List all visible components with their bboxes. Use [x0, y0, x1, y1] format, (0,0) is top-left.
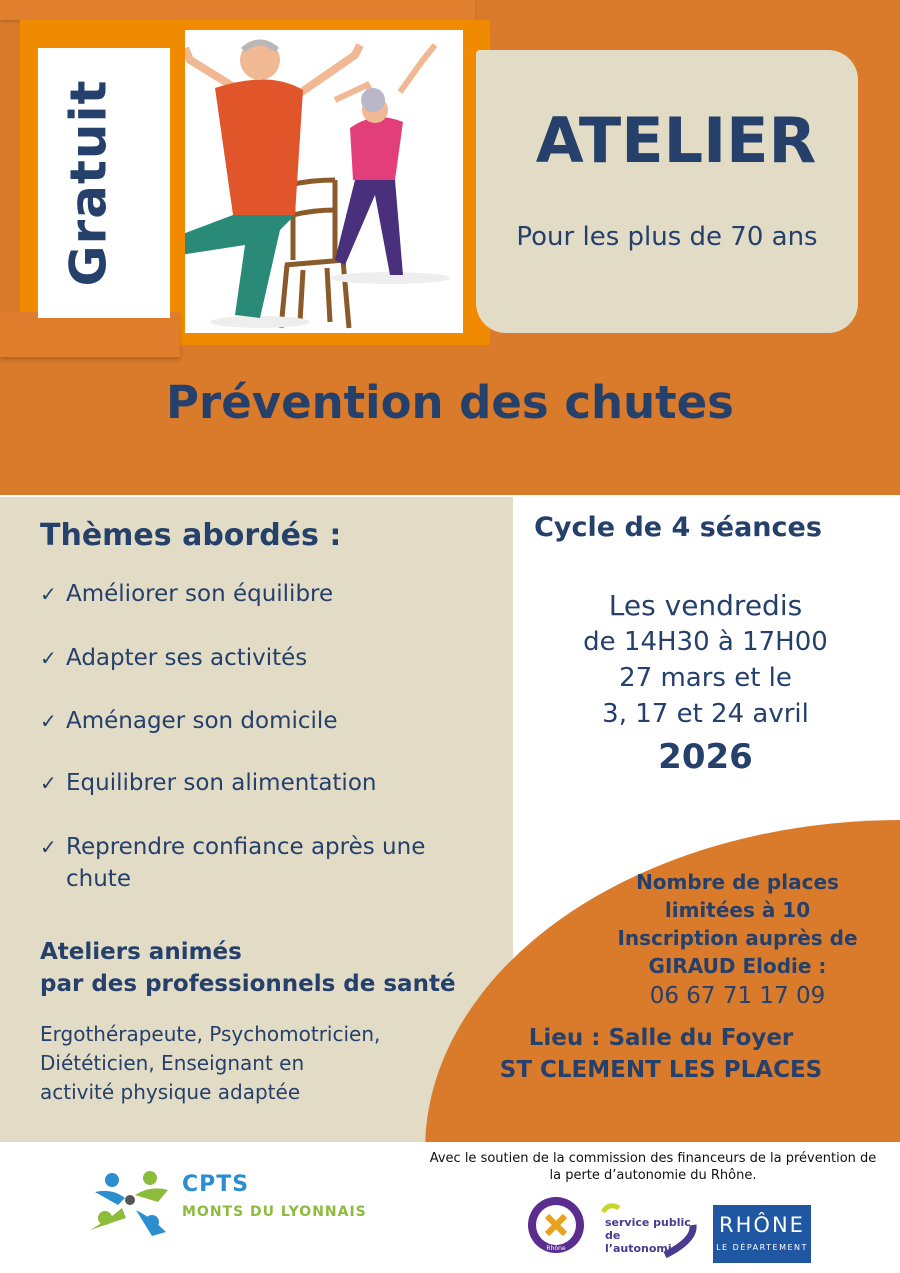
cpts-subtitle: MONTS DU LYONNAIS: [182, 1204, 367, 1220]
registration-info: Nombre de places limitées à 10 Inscription auprès de GIRAUD Elodie : 06 67 71 17 09: [600, 868, 875, 1012]
theme-item: ✓ Reprendre confiance après une chute: [40, 831, 480, 895]
commission-logo-label: Rhône: [546, 1245, 566, 1252]
service-public-autonomie-label: service public de l’autonomie: [605, 1216, 691, 1255]
rhone-department-logo: RHÔNE LE DÉPARTEMENT: [713, 1205, 811, 1263]
commission-logo-icon: [527, 1196, 585, 1254]
theme-item: ✓ Adapter ses activités: [40, 642, 480, 674]
title-box: [476, 50, 858, 333]
decorative-strip-top: [0, 0, 475, 20]
schedule-year: 2026: [658, 737, 753, 777]
check-icon: ✓: [40, 771, 57, 795]
theme-item: ✓ Equilibrer son alimentation: [40, 767, 480, 799]
check-icon: ✓: [40, 835, 57, 859]
theme-item: ✓ Améliorer son équilibre: [40, 578, 480, 610]
schedule-block: [533, 588, 878, 782]
decorative-strip-left: [0, 312, 180, 357]
cpts-name: CPTS: [182, 1172, 250, 1197]
facilitators-heading: Ateliers animés par des professionnels de santé: [40, 939, 456, 997]
themes-heading: Thèmes abordés :: [40, 518, 342, 553]
schedule-day: Les vendredis: [608, 589, 803, 622]
workshop-title: ATELIER: [535, 104, 817, 177]
seniors-exercise-illustration: [185, 30, 463, 333]
main-heading: Prévention des chutes: [166, 376, 734, 429]
audience-subtitle: Pour les plus de 70 ans: [516, 222, 818, 252]
schedule-date-1: 27 mars et le: [619, 663, 792, 693]
venue-info: Lieu : Salle du Foyer ST CLEMENT LES PLACES: [499, 1025, 823, 1083]
schedule-time: de 14H30 à 17H00: [583, 627, 828, 657]
schedule-date-2: 3, 17 et 24 avril: [602, 699, 809, 729]
check-icon: ✓: [40, 582, 57, 606]
phone-number: 06 67 71 17 09: [649, 983, 826, 1009]
free-badge: Gratuit: [59, 79, 118, 287]
cycle-title: Cycle de 4 séances: [534, 512, 822, 543]
check-icon: ✓: [40, 646, 57, 670]
check-icon: ✓: [40, 709, 57, 733]
theme-item: ✓ Aménager son domicile: [40, 705, 480, 737]
cpts-logo-icon: [85, 1155, 345, 1245]
support-statement: Avec le soutien de la commission des financeurs de la prévention de la perte d’autonomie du Rhône.: [429, 1151, 877, 1183]
professions-list: Ergothérapeute, Psychomotricien, Diététicien, Enseignant en activité physique adaptée: [40, 1022, 381, 1104]
